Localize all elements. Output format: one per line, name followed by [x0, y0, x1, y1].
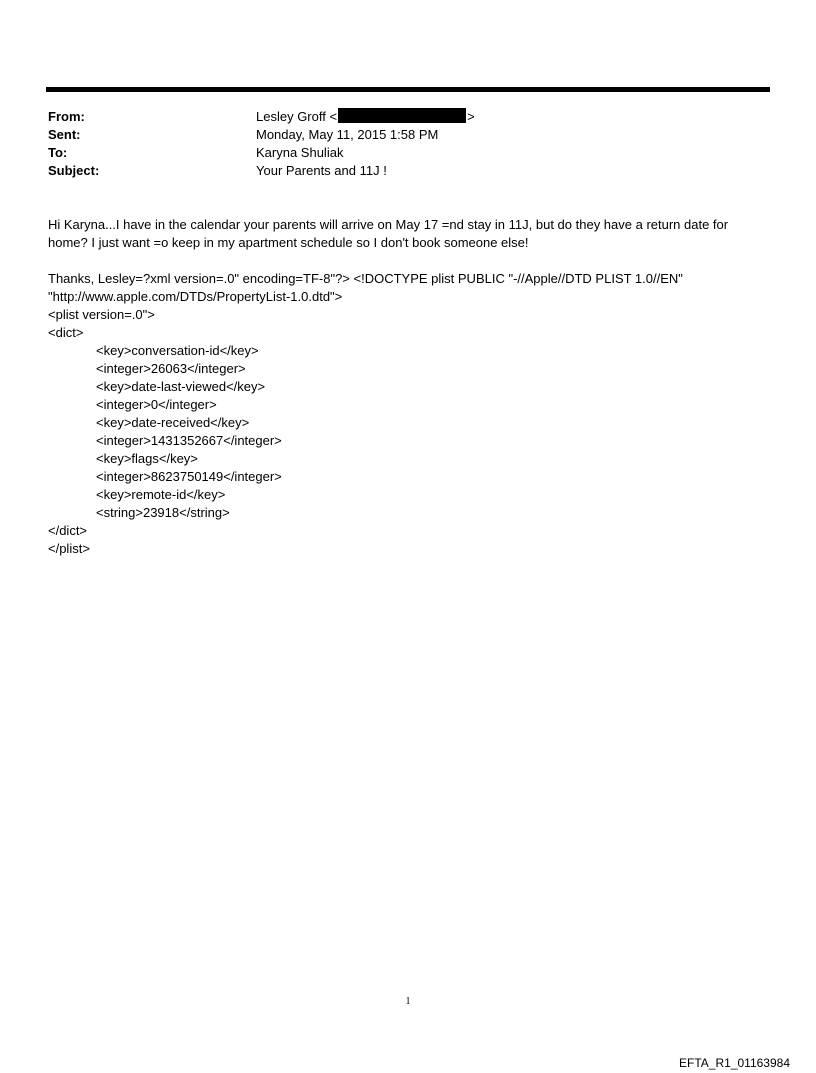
email-header [48, 108, 768, 180]
bates-number: EFTA_R1_01163984 [679, 1056, 790, 1070]
sent-row [48, 126, 768, 144]
subject-label: Subject: [48, 163, 100, 178]
to-label: To: [48, 145, 68, 160]
sender-name: Lesley Groff < [256, 109, 338, 124]
sent-label: Sent: [48, 127, 81, 142]
to-row [48, 144, 768, 162]
body-line: <plist version=.0"> [48, 307, 155, 322]
dict-line: <key>flags</key> [96, 451, 198, 466]
header-rule [46, 87, 770, 92]
dict-line: <key>date-received</key> [96, 415, 250, 430]
from-label: From: [48, 109, 85, 124]
subject-row [48, 162, 768, 180]
sender-suffix: > [467, 109, 475, 124]
from-row [48, 108, 768, 126]
subject-value: Your Parents and 11J ! [256, 163, 387, 178]
body-line: "http://www.apple.com/DTDs/PropertyList-1.0.dtd"> [48, 289, 343, 304]
dict-line: <integer>1431352667</integer> [96, 433, 282, 448]
sent-value: Monday, May 11, 2015 1:58 PM [256, 127, 439, 142]
body-line: </plist> [48, 541, 90, 556]
email-body [48, 216, 768, 558]
redaction-box [338, 108, 466, 123]
plist-block [48, 270, 768, 558]
body-line: <dict> [48, 325, 84, 340]
dict-line: <integer>8623750149</integer> [96, 469, 282, 484]
from-value [256, 108, 475, 126]
to-value: Karyna Shuliak [256, 145, 344, 160]
page-number: 1 [405, 996, 411, 1007]
dict-line: <string>23918</string> [96, 505, 230, 520]
dict-line: <key>remote-id</key> [96, 487, 226, 502]
dict-line: <key>date-last-viewed</key> [96, 379, 266, 394]
body-line: </dict> [48, 523, 88, 538]
dict-line: <key>conversation-id</key> [96, 343, 259, 358]
dict-line: <integer>26063</integer> [96, 361, 246, 376]
dict-line: <integer>0</integer> [96, 397, 217, 412]
body-line: Thanks, Lesley=?xml version=.0" encoding=TF-8"?> <!DOCTYPE plist PUBLIC "-//Apple//DTD PLIST 1.0//EN" [48, 271, 683, 286]
message-paragraph: Hi Karyna...I have in the calendar your parents will arrive on May 17 =nd stay in 11J, but do they have a return date for home? I just want =o keep in my apartment schedule so I don't book someone else! [48, 217, 729, 250]
